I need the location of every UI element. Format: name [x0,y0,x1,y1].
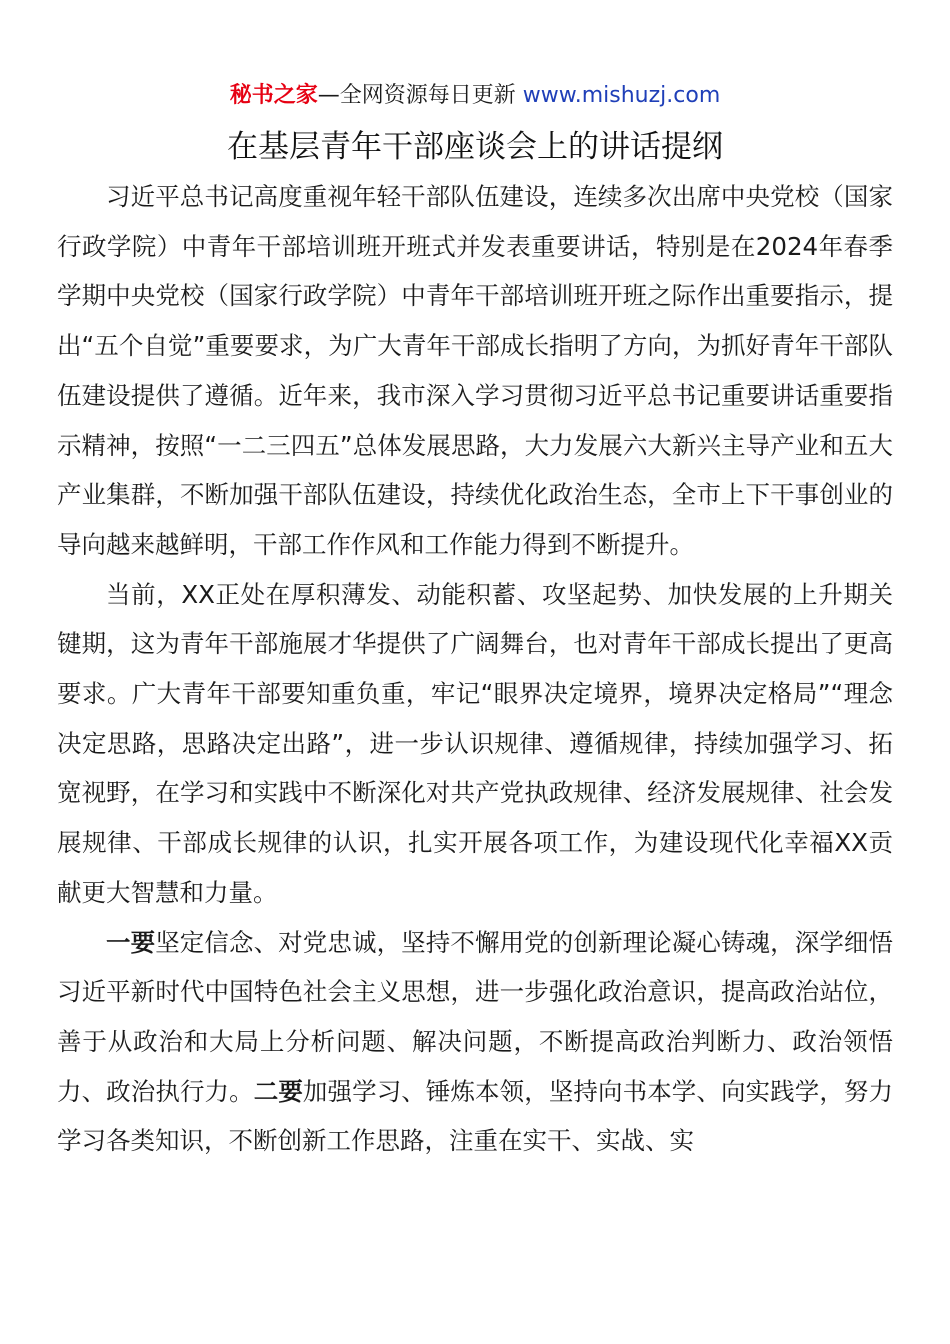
paragraph-current-situation: 当前，XX正处在厚积薄发、动能积蓄、攻坚起势、加快发展的上升期关键期，这为青年干部施展才华提供了广阔舞台，也对青年干部成长提出了更高要求。广大青年干部要知重负重，牢记“眼界决定境界，境界决定格局”“理念决定思路，思路决定出路”，进一步认识规律、遵循规律，持续加强学习、拓宽视野，在学习和实践中不断深化对共产党执政规律、经济发展规律、社会发展规律、干部成长规律的认识，扎实开展各项工作，为建设现代化幸福XX贡献更大智慧和力量。 [57,579,893,907]
site-header [0,80,950,112]
site-url-link[interactable]: www.mishuzj.com [522,83,721,108]
requirement-one-text: 坚定信念、对党忠诚，坚持不懈用党的创新理论凝心铸魂，深学细悟习近平新时代中国特色社会主义思想，进一步强化政治意识，提高政治站位，善于从政治和大局上分析问题、解决问题，不断提高政治判断力、政治领悟力、政治执行力。 [57,927,894,1106]
paragraph-requirements [57,918,893,1167]
document-title: 在基层青年干部座谈会上的讲话提纲 [227,129,723,165]
requirement-one-lead: 一要 [106,927,156,957]
requirement-two-lead: 二要 [253,1076,303,1106]
paragraph-intro: 习近平总书记高度重视年轻干部队伍建设，连续多次出席中央党校（国家行政学院）中青年干部培训班开班式并发表重要讲话，特别是在2024年春季学期中央党校（国家行政学院）中青年干部培训班开班之际作出重要指示，提出“五个自觉”重要要求，为广大青年干部成长指明了方向，为抓好青年干部队伍建设提供了遵循。近年来，我市深入学习贯彻习近平总书记重要讲话重要指示精神，按照“一二三四五”总体发展思路，大力发展六大新兴主导产业和五大产业集群，不断加强干部队伍建设，持续优化政治生态，全市上下干事创业的导向越来越鲜明，干部工作作风和工作能力得到不断提升。 [57,182,893,559]
requirement-two-text: 加强学习、锤炼本领，坚持向书本学、向实践学，努力学习各类知识，不断创新工作思路，注重在实干、实战、实 [57,1076,894,1156]
header-tagline: —全网资源每日更新 [317,83,523,108]
brand-name: 秘书之家 [229,83,318,108]
document-body [57,172,893,1166]
